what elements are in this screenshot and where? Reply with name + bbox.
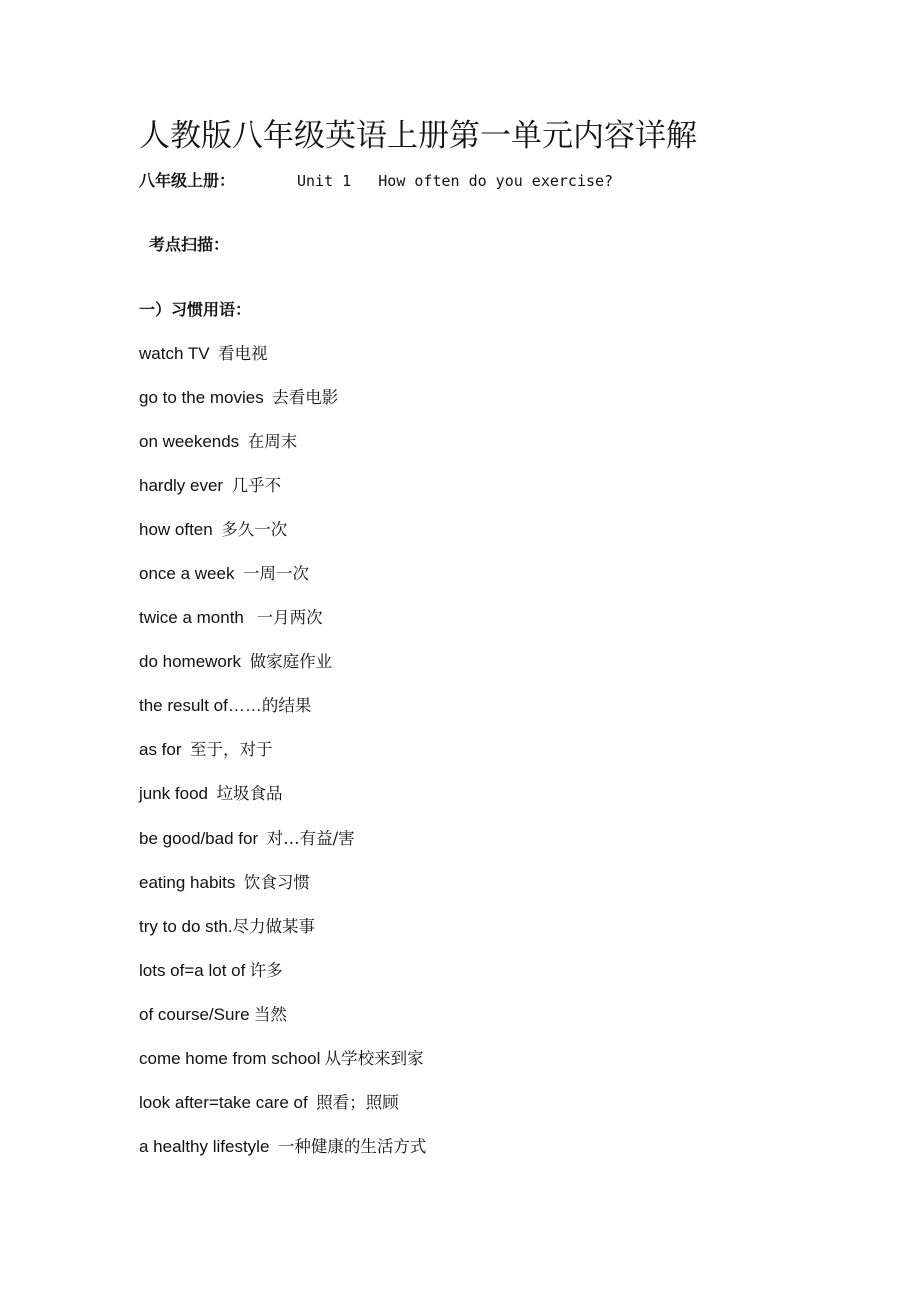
- phrase-item: [139, 826, 426, 870]
- phrase-english: eating habits: [139, 872, 236, 892]
- phrase-english: twice a month: [139, 608, 244, 628]
- phrase-english: of course/Sure: [139, 1004, 250, 1024]
- phrase-item: [139, 649, 426, 693]
- phrase-item: [139, 1002, 426, 1046]
- unit-header: [139, 168, 613, 195]
- phrase-chinese: 尽力做某事: [232, 916, 316, 936]
- phrase-english: go to the movies: [139, 388, 264, 408]
- phrase-chinese: 从学校来到家: [324, 1048, 424, 1068]
- phrase-english: junk food: [139, 784, 208, 804]
- phrase-item: [139, 870, 426, 914]
- phrase-spacing: [258, 829, 267, 848]
- phrase-item: [139, 914, 426, 958]
- phrase-item: [139, 1090, 426, 1134]
- phrase-chinese: 当然: [253, 1004, 287, 1024]
- phrase-spacing: [308, 1093, 317, 1112]
- phrase-spacing: [213, 520, 222, 539]
- phrase-english: do homework: [139, 652, 242, 672]
- phrase-chinese: 一月两次: [256, 608, 323, 628]
- unit-label: Unit 1 How often do you exercise?: [297, 172, 614, 190]
- phrase-spacing: [241, 652, 250, 671]
- phrase-item: [139, 429, 426, 473]
- phrase-chinese: 做家庭作业: [249, 652, 333, 672]
- phrase-item: [139, 385, 426, 429]
- phrase-spacing: [269, 1137, 278, 1156]
- phrase-chinese: 许多: [249, 960, 283, 980]
- phrase-spacing: [210, 344, 219, 363]
- phrase-item: [139, 1134, 426, 1178]
- phrase-english: the result of……: [139, 696, 262, 716]
- phrase-spacing: [244, 608, 257, 627]
- phrase-item: [139, 561, 426, 605]
- phrase-chinese: 的结果: [261, 696, 312, 716]
- subsection-heading: 一）习惯用语：: [139, 300, 252, 319]
- phrase-chinese: 一种健康的生活方式: [277, 1136, 427, 1156]
- phrase-chinese: 看电视: [218, 344, 268, 363]
- phrase-item: [139, 693, 426, 737]
- phrase-chinese: 垃圾食品: [216, 784, 283, 804]
- section-heading: 考点扫描：: [149, 235, 230, 254]
- phrase-english: how often: [139, 520, 213, 540]
- phrase-item: [139, 605, 426, 649]
- phrase-item: [139, 1046, 426, 1090]
- phrase-chinese: 对…有益/害: [266, 828, 355, 848]
- phrase-spacing: [234, 564, 243, 583]
- phrase-spacing: [182, 740, 191, 759]
- phrase-english: on weekends: [139, 432, 240, 452]
- phrase-english: be good/bad for: [139, 828, 259, 848]
- phrase-chinese: 在周末: [247, 432, 298, 452]
- phrase-chinese: 至于，对于: [190, 740, 273, 760]
- phrase-chinese: 照看；照顾: [316, 1092, 399, 1112]
- phrase-english: a healthy lifestyle: [139, 1136, 270, 1156]
- phrase-list: [139, 341, 426, 1178]
- phrase-chinese: 去看电影: [272, 388, 339, 408]
- document-title: 人教版八年级英语上册第一单元内容详解: [139, 118, 697, 154]
- phrase-english: hardly ever: [139, 476, 224, 496]
- phrase-spacing: [264, 388, 273, 407]
- phrase-english: look after=take care of: [139, 1092, 308, 1112]
- phrase-english: watch TV: [139, 344, 210, 363]
- grade-label: 八年级上册：: [139, 171, 236, 190]
- phrase-spacing: [235, 873, 244, 892]
- phrase-english: come home from school: [139, 1048, 321, 1068]
- phrase-item: [139, 473, 426, 517]
- phrase-english: as for: [139, 740, 182, 760]
- phrase-spacing: [239, 432, 248, 451]
- phrase-spacing: [208, 784, 217, 803]
- phrase-item: [139, 341, 426, 385]
- phrase-item: [139, 958, 426, 1002]
- phrase-item: [139, 737, 426, 781]
- phrase-english: try to do sth.: [139, 916, 233, 936]
- phrase-chinese: 多久一次: [221, 520, 288, 540]
- phrase-english: lots of=a lot of: [139, 960, 246, 980]
- phrase-chinese: 饮食习惯: [243, 872, 310, 892]
- phrase-english: once a week: [139, 564, 235, 584]
- phrase-chinese: 几乎不: [231, 476, 282, 496]
- phrase-chinese: 一周一次: [242, 564, 309, 584]
- phrase-item: [139, 517, 426, 561]
- phrase-spacing: [223, 476, 232, 495]
- phrase-item: [139, 781, 426, 825]
